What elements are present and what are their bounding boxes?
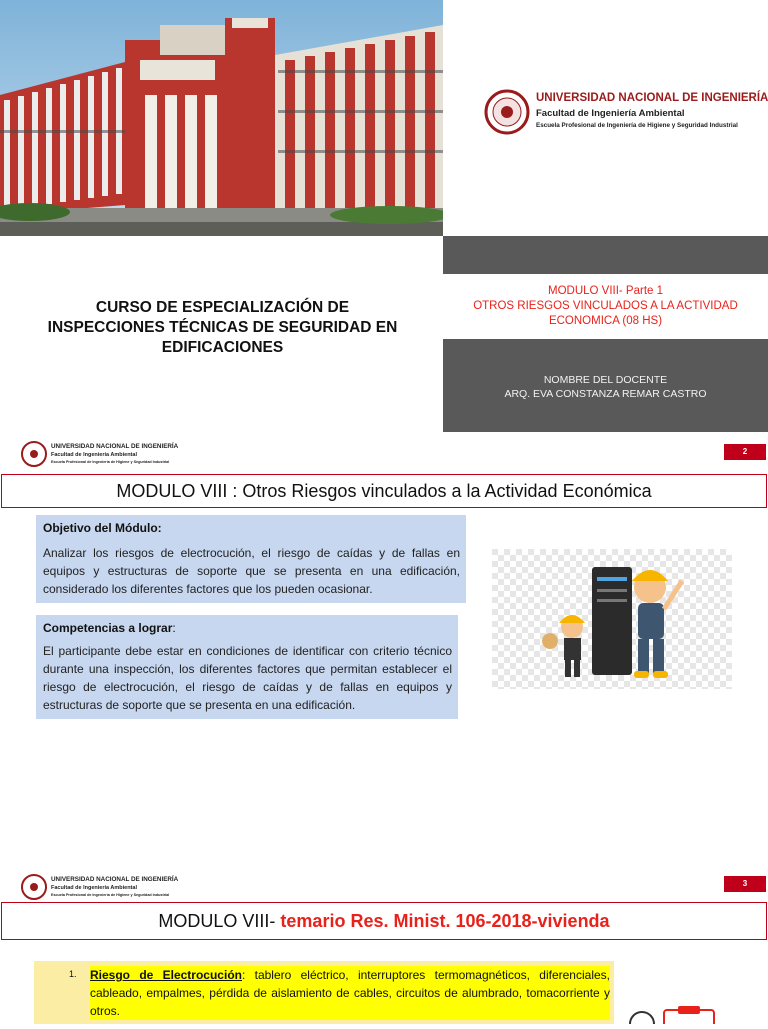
header-university-name: UNIVERSIDAD NACIONAL DE INGENIERÍA <box>51 443 179 450</box>
docente-panel <box>443 339 768 432</box>
title-slide <box>0 0 768 434</box>
module-line: OTROS RIESGOS VINCULADOS A LA ACTIVIDAD <box>473 300 738 312</box>
university-seal-icon <box>20 437 48 471</box>
competencies-colon: : <box>172 621 176 635</box>
module-line: MODULO VIII- Parte 1 <box>547 285 664 297</box>
module-line: ECONOMICA (08 HS) <box>548 315 663 327</box>
faculty-name: Facultad de Ingeniería Ambiental <box>536 108 685 119</box>
school-name: Escuela Profesional de Ingeniería de Higiene y Seguridad Industrial <box>536 122 738 129</box>
temario-title <box>1 902 767 940</box>
course-title-line: INSPECCIONES TÉCNICAS DE SEGURIDAD EN <box>47 319 398 336</box>
page-number-badge: 2 <box>724 444 766 460</box>
competencies-box <box>36 615 458 719</box>
university-building-photo <box>0 0 443 236</box>
clipboard-icon <box>628 1004 724 1024</box>
university-seal-icon <box>20 870 48 904</box>
competencies-heading <box>43 621 176 635</box>
module-subtitle <box>443 284 768 329</box>
header-logo <box>20 437 179 473</box>
course-title-line: CURSO DE ESPECIALIZACIÓN DE <box>95 299 350 316</box>
temario-title-prefix: MODULO VIII- <box>158 911 281 931</box>
temario-item <box>34 961 614 1024</box>
header-school: Escuela Profesional de Ingeniería de Higiene y Seguridad Industrial <box>51 460 170 464</box>
item-description: : tablero eléctrico, interruptores termomagnéticos, diferenciales, cableado, empalmes, pérdida de aislamiento de cables, circuitos de alumbrado, tomacorriente y otros. <box>90 968 610 1018</box>
university-name: UNIVERSIDAD NACIONAL DE INGENIERÍA <box>536 92 768 104</box>
objective-box <box>36 515 466 603</box>
header-school: Escuela Profesional de Ingeniería de Higiene y Seguridad Industrial <box>51 893 170 897</box>
temario-title-highlight: temario Res. Minist. 106-2018-vivienda <box>280 911 610 931</box>
objective-text: Analizar los riesgos de electrocución, el riesgo de caídas y de fallas en equipos y estructuras de soporte que se presenta en una edificación, considerado los diferentes factores que los pueden ocasionar. <box>43 546 460 596</box>
course-title-line: EDIFICACIONES <box>161 339 284 356</box>
item-text <box>90 966 610 1020</box>
decorative-gray-bar <box>443 236 768 274</box>
course-title <box>20 298 425 358</box>
item-number: 1. <box>69 969 77 979</box>
competencies-text: El participante debe estar en condiciones de identificar con criterio técnico durante una inspección, los diferentes factores que permitan establecer el riesgo de electrocución, el riesgo de caídas y de fallas en equipos y estructuras de soporte que se presenta en una edificación. <box>43 644 452 712</box>
university-seal-icon <box>484 84 530 140</box>
header-faculty: Facultad de Ingeniería Ambiental <box>51 452 137 458</box>
objective-heading: Objetivo del Módulo: <box>43 521 162 535</box>
module-title: MODULO VIII : Otros Riesgos vinculados a la Actividad Económica <box>1 474 767 508</box>
competencies-heading-text: Competencias a lograr <box>43 621 173 635</box>
header-university-name: UNIVERSIDAD NACIONAL DE INGENIERÍA <box>51 876 179 883</box>
header-logo <box>20 870 179 906</box>
docente-label: NOMBRE DEL DOCENTE <box>543 374 668 386</box>
header-faculty: Facultad de Ingeniería Ambiental <box>51 885 137 891</box>
item-term: Riesgo de Electrocución <box>90 968 242 982</box>
university-logo-block <box>484 84 768 144</box>
workers-illustration <box>492 549 732 689</box>
docente-name: ARQ. EVA CONSTANZA REMAR CASTRO <box>504 388 707 400</box>
page-number-badge: 3 <box>724 876 766 892</box>
